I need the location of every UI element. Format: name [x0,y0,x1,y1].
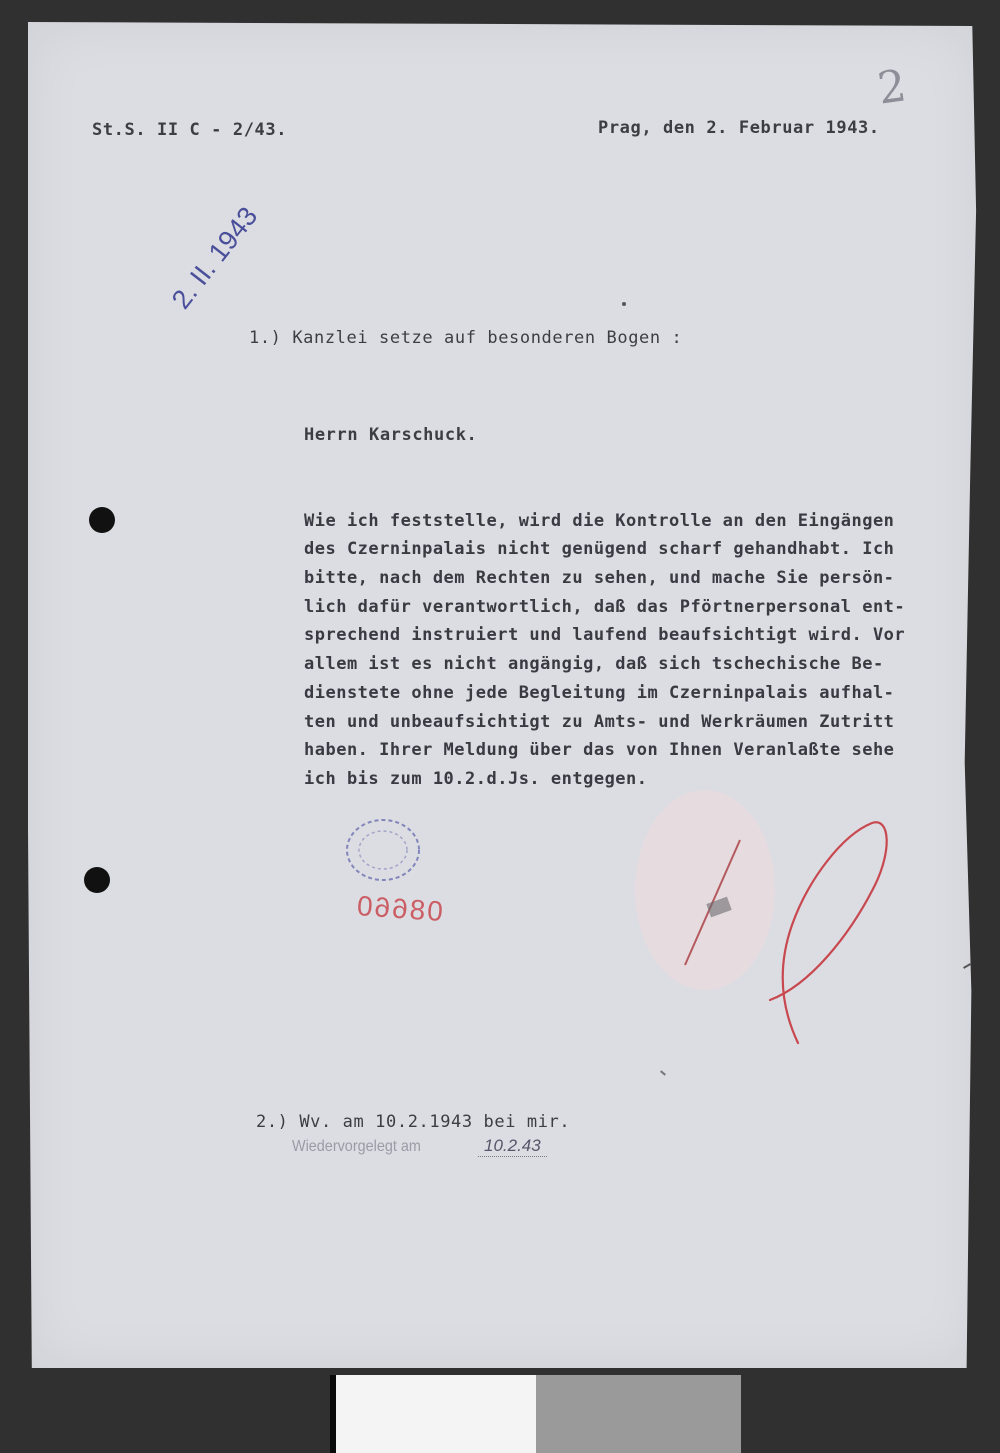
body-line: dienstete ohne jede Begleitung im Czerninpalais aufhal- [304,683,895,703]
received-date-stamp: 2. II. 1943 [165,201,264,315]
body-line: bitte, nach dem Rechten zu sehen, und mache Sie persön- [304,568,895,588]
punch-hole-bottom [84,867,110,893]
pencil-tick [622,302,626,306]
resubmission-date: 10.2.43 [478,1136,547,1157]
body-line: sprechend instruiert und laufend beaufsichtigt wird. Vor [304,625,906,645]
resubmission-label: Wiedervorgelegt am [292,1138,421,1155]
item-2-resubmission: 2.) Wv. am 10.2.1943 bei mir. [256,1112,571,1132]
body-line: Wie ich feststelle, wird die Kontrolle an den Eingängen [304,511,895,531]
punch-hole-top [89,507,115,533]
salutation: Herrn Karschuck. [304,425,478,445]
file-reference: St.S. II C - 2/43. [92,120,288,140]
red-pencil-paraph [740,815,900,1055]
body-line: allem ist es nicht angängig, daß sich tschechische Be- [304,654,884,674]
body-line: ten und unbeaufsichtigt zu Amts- und Werkräumen Zutritt [304,712,895,732]
calibration-strip-gray [536,1375,741,1453]
round-office-stamp [338,810,428,890]
body-line: haben. Ihrer Meldung über das von Ihnen Veranlaßte sehe [304,740,895,760]
body-line: ich bis zum 10.2.d.Js. entgegen. [304,769,648,789]
item-1-instruction: 1.) Kanzlei setze auf besonderen Bogen : [249,328,683,348]
corner-pencil-mark: 2 [874,60,910,115]
place-date: Prag, den 2. Februar 1943. [598,118,880,138]
red-register-number: 08660 [354,889,444,928]
body-line: des Czerninpalais nicht genügend scharf gehandhabt. Ich [304,539,895,559]
body-line: lich dafür verantwortlich, daß das Pförtnerpersonal ent- [304,597,906,617]
calibration-strip-white [336,1375,536,1453]
